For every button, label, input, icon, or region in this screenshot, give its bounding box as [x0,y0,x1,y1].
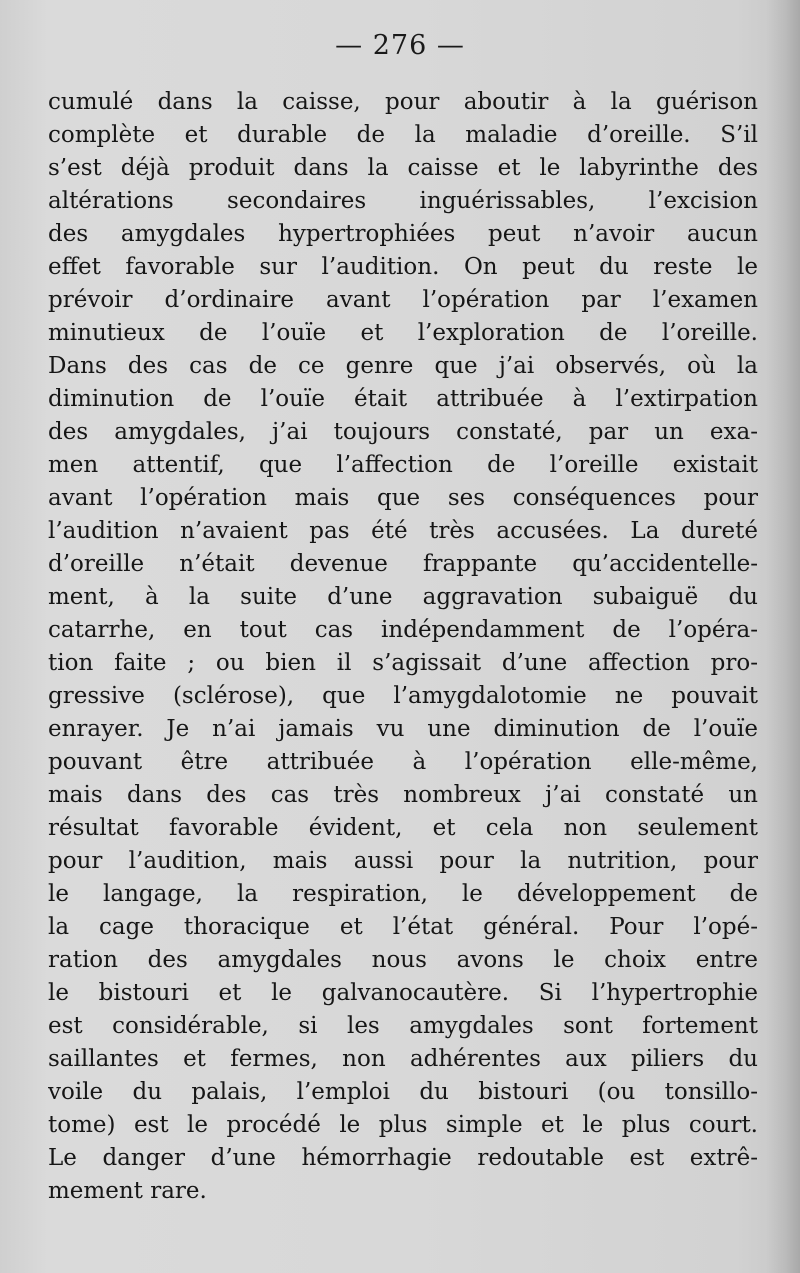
text-line: minutieux de l’ouïe et l’exploration de l’oreille. [48,320,758,346]
text-line: prévoir d’ordinaire avant l’opération par l’examen [48,287,758,313]
text-line: saillantes et fermes, non adhérentes aux piliers du [48,1046,758,1072]
page-number: — 276 — [335,30,465,61]
text-line: pour l’audition, mais aussi pour la nutrition, pour [48,848,758,874]
text-line: pouvant être attribuée à l’opération elle-même, [48,749,758,775]
text-line: des amygdales hypertrophiées peut n’avoir aucun [48,221,758,247]
text-line: le bistouri et le galvanocautère. Si l’hypertrophie [48,980,758,1006]
text-line: le langage, la respiration, le développement de [48,881,758,907]
text-line: ration des amygdales nous avons le choix entre [48,947,758,973]
text-line: l’audition n’avaient pas été très accusées. La dureté [48,518,758,544]
text-line: voile du palais, l’emploi du bistouri (ou tonsillo- [48,1079,758,1105]
text-line: ment, à la suite d’une aggravation subaiguë du [48,584,758,610]
text-line: résultat favorable évident, et cela non seulement [48,815,758,841]
text-line: mement rare. [48,1178,207,1204]
text-line: enrayer. Je n’ai jamais vu une diminution de l’ouïe [48,716,758,742]
text-line: est considérable, si les amygdales sont fortement [48,1013,758,1039]
text-line: complète et durable de la maladie d’oreille. S’il [48,122,758,148]
text-line: altérations secondaires inguérissables, l’excision [48,188,758,214]
text-line: men attentif, que l’affection de l’oreille existait [48,452,758,478]
text-line: des amygdales, j’ai toujours constaté, par un exa- [48,419,758,445]
text-line: catarrhe, en tout cas indépendamment de l’opéra- [48,617,758,643]
text-line: la cage thoracique et l’état général. Pour l’opé- [48,914,758,940]
text-line: tion faite ; ou bien il s’agissait d’une affection pro- [48,650,758,676]
text-line: s’est déjà produit dans la caisse et le labyrinthe des [48,155,758,181]
text-line: effet favorable sur l’audition. On peut du reste le [48,254,758,280]
text-line: mais dans des cas très nombreux j’ai constaté un [48,782,758,808]
text-line: Dans des cas de ce genre que j’ai observés, où la [48,353,758,379]
page-edge-shadow [766,0,800,1273]
text-line: cumulé dans la caisse, pour aboutir à la guérison [48,89,758,115]
text-line: gressive (sclérose), que l’amygdalotomie ne pouvait [48,683,758,709]
body-text [48,86,758,1208]
text-line: tome) est le procédé le plus simple et le plus court. [48,1112,758,1138]
text-line: avant l’opération mais que ses conséquences pour [48,485,758,511]
text-line: Le danger d’une hémorrhagie redoutable est extrê- [48,1145,758,1171]
text-line: d’oreille n’était devenue frappante qu’accidentelle- [48,551,758,577]
text-line: diminution de l’ouïe était attribuée à l’extirpation [48,386,758,412]
